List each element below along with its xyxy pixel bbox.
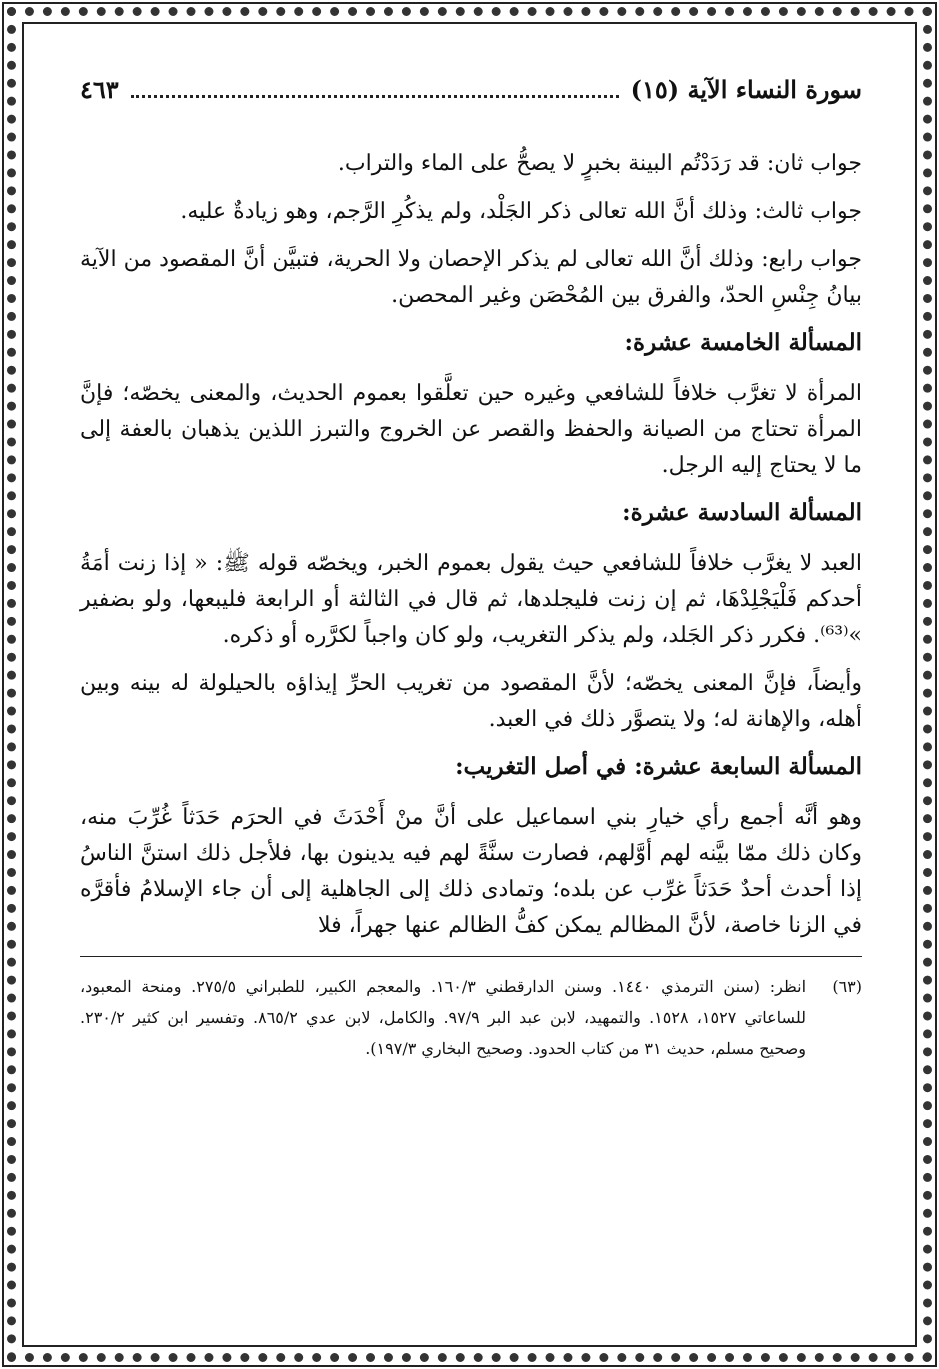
paragraph: جواب ثان: قد رَدَدْتُم البينة بخبرٍ لا يصحُّ على الماء والتراب. <box>337 151 862 176</box>
footnote-text: انظر: (سنن الترمذي ١٤٤٠. وسنن الدارقطني ١٦٠/٣. والمعجم الكبير، للطبراني ٢٧٥/٥. ومنحة المعبود، للساعاتي ١٥٢٧، ١٥٢٨. والتمهيد، لابن عبد البر ٩٧/٩. والكامل، لابن عدي ٨٦٥/٢. وتفسير ابن كثير ٢٣٠/٢. وصحيح مسلم، حديث ٣١ من كتاب الحدود. وصحيح البخاري ١٩٧/٣). <box>80 977 807 1058</box>
section-heading: المسألة السابعة عشرة: في أصل التغريب: <box>455 753 862 780</box>
paragraph: العبد لا يغرَّب خلافاً للشافعي حيث يقول بعموم الخبر، ويخصّه قوله ﷺ: « إذا زنت أمَةُ أحدكم فَلْيَجْلِدْهَا، ثم إن زنت فليجلدها، ثم قال في الثالثة أو الرابعة فليبعها، ولو بضفير »⁽⁶³⁾. فكرر ذكر الجَلد، ولم يذكر التغريب، ولو كان واجباً لكرَّره أو ذكره. <box>80 551 862 648</box>
paragraph: وأيضاً، فإنَّ المعنى يخصّه؛ لأنَّ المقصود من تغريب الحرِّ إيذاؤه بالحيلولة له بينه وبين أهله، والإهانة له؛ ولا يتصوَّر ذلك في العبد. <box>80 671 862 732</box>
footnote <box>80 971 862 1064</box>
section-heading: المسألة الخامسة عشرة: <box>624 329 862 356</box>
footnote-separator <box>80 956 862 957</box>
paragraph: جواب رابع: وذلك أنَّ الله تعالى لم يذكر الإحصان ولا الحرية، فتبيَّن أنَّ المقصود من الآية بيانُ جِنْسِ الحدّ، والفرق بين المُحْصَن وغير المحصن. <box>80 247 862 308</box>
running-header <box>80 70 862 118</box>
paragraph: المرأة لا تغرَّب خلافاً للشافعي وغيره حين تعلَّقوا بعموم الحديث، والمعنى يخصّه؛ فإنَّ المرأة تحتاج من الصيانة والحفظ والقصر عن الخروج والتبرز اللذين يذهبان بالعفة إلى ما لا يحتاج إليه الرجل. <box>80 381 862 478</box>
paragraph: وهو أنَّه أجمع رأي خيارِ بني اسماعيل على أنَّ منْ أَحْدَثَ في الحرَم حَدَثاً غُرِّبَ منه، وكان ذلك ممّا بيَّنه لهم أوَّلهم، فصارت سنَّةً لهم فيه يدينون بها، فلأجل ذلك استنَّ الناسُ إذا أحدث أحدٌ حَدَثاً غرِّب عن بلده؛ وتمادى ذلك إلى الجاهلية إلى أن جاء الإسلامُ فأقرَّه في الزنا خاصة، لأنَّ المظالم يمكن كفُّ الظالم عنها جهراً، فلا <box>80 805 862 938</box>
page-number: ٤٦٣ <box>80 75 119 104</box>
main-text <box>80 146 862 944</box>
paragraph: جواب ثالث: وذلك أنَّ الله تعالى ذكر الجَلْد، ولم يذكُرِ الرَّجم، وهو زيادةٌ عليه. <box>180 199 862 224</box>
leader-dots <box>131 75 619 98</box>
section-heading: المسألة السادسة عشرة: <box>622 499 862 526</box>
page-content <box>80 70 862 1064</box>
footnote-number: (٦٣) <box>832 977 862 996</box>
running-header-title: سورة النساء الآية (١٥) <box>630 75 862 104</box>
